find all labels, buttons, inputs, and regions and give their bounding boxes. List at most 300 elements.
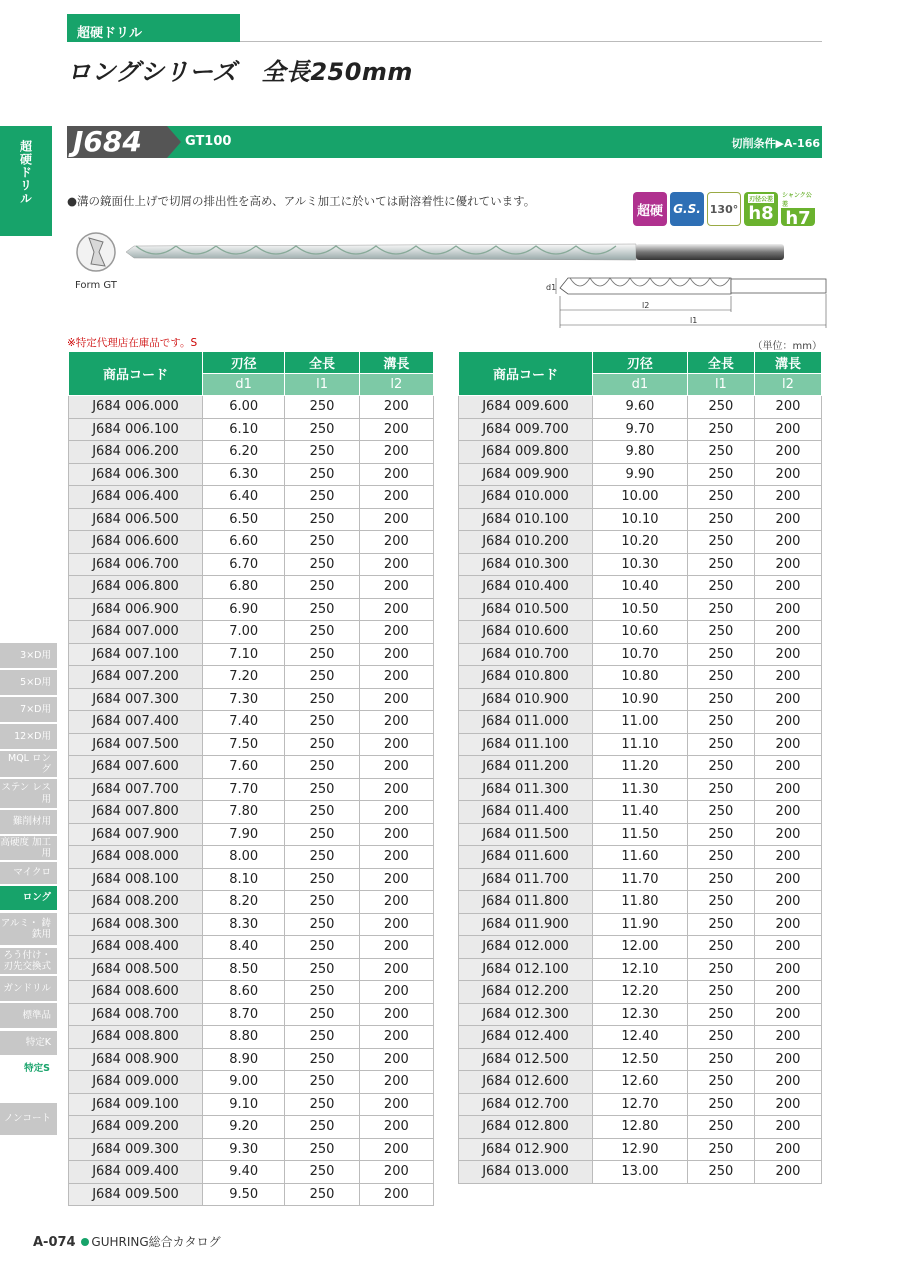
table-row	[69, 981, 434, 1004]
cell-flute: 200	[754, 981, 821, 1004]
cell-flute: 200	[359, 1048, 433, 1071]
cell-code: J684 008.900	[69, 1048, 203, 1071]
cell-length: 250	[285, 958, 359, 981]
cell-flute: 200	[359, 1116, 433, 1139]
cell-diameter: 9.90	[593, 463, 688, 486]
edge-tolerance-value: h8	[748, 203, 774, 224]
col-length-sub: l1	[687, 374, 754, 396]
cell-length: 250	[285, 666, 359, 689]
cell-diameter: 8.30	[203, 913, 285, 936]
cell-code: J684 011.200	[459, 756, 593, 779]
cell-flute: 200	[754, 1071, 821, 1094]
point-angle-badge: 130°	[707, 192, 741, 226]
cell-length: 250	[285, 598, 359, 621]
table-row	[69, 688, 434, 711]
cell-flute: 200	[754, 756, 821, 779]
side-nav-item[interactable]: ステン レス用	[0, 779, 57, 808]
cell-code: J684 012.300	[459, 1003, 593, 1026]
cell-length: 250	[285, 1138, 359, 1161]
table-row	[69, 531, 434, 554]
cell-length: 250	[687, 823, 754, 846]
divider	[240, 41, 822, 42]
cell-diameter: 11.70	[593, 868, 688, 891]
cell-flute: 200	[754, 576, 821, 599]
cell-diameter: 12.20	[593, 981, 688, 1004]
cell-flute: 200	[359, 441, 433, 464]
dim-d1: d1	[546, 283, 557, 292]
cell-code: J684 007.600	[69, 756, 203, 779]
table-row	[69, 643, 434, 666]
side-nav-item[interactable]: ガンドリル	[0, 976, 57, 1001]
cell-length: 250	[285, 643, 359, 666]
cell-length: 250	[687, 1003, 754, 1026]
cell-length: 250	[285, 1183, 359, 1206]
cell-length: 250	[687, 1026, 754, 1049]
cell-length: 250	[285, 1161, 359, 1184]
table-row	[69, 756, 434, 779]
cell-code: J684 012.000	[459, 936, 593, 959]
table-row	[459, 756, 822, 779]
cell-flute: 200	[359, 913, 433, 936]
cell-flute: 200	[754, 1161, 821, 1184]
cutting-conditions-link[interactable]: 切削条件▶A-166	[731, 137, 820, 150]
cell-code: J684 008.100	[69, 868, 203, 891]
cell-length: 250	[687, 801, 754, 824]
table-row	[459, 463, 822, 486]
side-nav-item[interactable]: ノンコート	[0, 1103, 57, 1135]
table-row	[459, 598, 822, 621]
cell-flute: 200	[754, 958, 821, 981]
cell-length: 250	[687, 418, 754, 441]
cell-length: 250	[687, 1138, 754, 1161]
table-row	[459, 508, 822, 531]
cell-code: J684 009.000	[69, 1071, 203, 1094]
cell-diameter: 7.40	[203, 711, 285, 734]
cell-diameter: 8.50	[203, 958, 285, 981]
table-row	[69, 1093, 434, 1116]
table-row	[459, 576, 822, 599]
cell-code: J684 006.600	[69, 531, 203, 554]
cell-diameter: 8.60	[203, 981, 285, 1004]
cell-length: 250	[285, 823, 359, 846]
cell-length: 250	[285, 891, 359, 914]
table-row	[459, 553, 822, 576]
cell-code: J684 006.200	[69, 441, 203, 464]
cell-length: 250	[687, 1116, 754, 1139]
cell-code: J684 010.700	[459, 643, 593, 666]
cell-length: 250	[285, 733, 359, 756]
cell-length: 250	[687, 1161, 754, 1184]
side-nav-item[interactable]: 12×D用	[0, 724, 57, 749]
side-nav-item[interactable]: MQL ロング	[0, 751, 57, 777]
col-length-header: 全長	[687, 352, 754, 374]
table-row	[459, 1161, 822, 1184]
side-nav-item[interactable]: 特定S	[0, 1057, 57, 1081]
col-flute-header: 溝長	[754, 352, 821, 374]
edge-tolerance-label: 刃径公差	[748, 196, 773, 203]
table-row	[69, 463, 434, 486]
cell-diameter: 10.10	[593, 508, 688, 531]
cell-code: J684 006.700	[69, 553, 203, 576]
table-row	[69, 891, 434, 914]
cell-length: 250	[285, 846, 359, 869]
table-row	[69, 1183, 434, 1206]
cell-length: 250	[687, 1048, 754, 1071]
cell-flute: 200	[359, 1003, 433, 1026]
cell-length: 250	[285, 756, 359, 779]
table-row	[69, 666, 434, 689]
table-row	[459, 688, 822, 711]
cell-diameter: 7.10	[203, 643, 285, 666]
cell-flute: 200	[359, 846, 433, 869]
cell-diameter: 6.00	[203, 396, 285, 419]
side-nav-item[interactable]: マイクロ	[0, 862, 57, 884]
cell-diameter: 6.70	[203, 553, 285, 576]
col-length-header: 全長	[285, 352, 359, 374]
cell-code: J684 010.300	[459, 553, 593, 576]
cell-length: 250	[687, 733, 754, 756]
cell-length: 250	[285, 801, 359, 824]
cell-flute: 200	[359, 1026, 433, 1049]
cell-length: 250	[285, 441, 359, 464]
cell-code: J684 011.000	[459, 711, 593, 734]
table-row	[69, 913, 434, 936]
cell-code: J684 011.300	[459, 778, 593, 801]
form-gt-label: Form GT	[75, 280, 117, 291]
col-diameter-sub: d1	[593, 374, 688, 396]
cell-code: J684 012.600	[459, 1071, 593, 1094]
cell-flute: 200	[754, 396, 821, 419]
side-nav-item[interactable]: 標準品	[0, 1003, 57, 1028]
product-description: ●溝の鏡面仕上げで切屑の排出性を高め、アルミ加工に於いては耐溶着性に優れています。	[67, 194, 536, 208]
page-title: ロングシリーズ 全長250mm	[67, 58, 413, 86]
cell-diameter: 7.50	[203, 733, 285, 756]
table-row	[459, 1116, 822, 1139]
cell-diameter: 6.30	[203, 463, 285, 486]
cell-diameter: 6.90	[203, 598, 285, 621]
spec-table-right	[458, 351, 822, 1184]
cell-diameter: 7.30	[203, 688, 285, 711]
spec-badges	[633, 191, 815, 229]
cell-diameter: 7.80	[203, 801, 285, 824]
col-diameter-header: 刃径	[593, 352, 688, 374]
cell-flute: 200	[359, 666, 433, 689]
table-row	[69, 958, 434, 981]
cell-length: 250	[285, 508, 359, 531]
table-row	[69, 936, 434, 959]
cell-length: 250	[687, 576, 754, 599]
cell-flute: 200	[754, 913, 821, 936]
cell-code: J684 009.300	[69, 1138, 203, 1161]
side-nav-item[interactable]: 特定K	[0, 1031, 57, 1055]
table-row	[69, 868, 434, 891]
cell-flute: 200	[754, 666, 821, 689]
cell-flute: 200	[754, 531, 821, 554]
table-row	[459, 1071, 822, 1094]
cell-length: 250	[687, 463, 754, 486]
table-row	[459, 936, 822, 959]
table-row	[69, 1071, 434, 1094]
table-row	[69, 1003, 434, 1026]
cell-code: J684 006.300	[69, 463, 203, 486]
cell-length: 250	[285, 1093, 359, 1116]
side-nav-item[interactable]: 高硬度 加工用	[0, 836, 57, 860]
side-category-tab[interactable]	[0, 126, 52, 236]
dim-l1: l1	[690, 316, 698, 325]
form-gt-icon	[75, 230, 117, 275]
cell-code: J684 008.500	[69, 958, 203, 981]
cell-flute: 200	[359, 396, 433, 419]
cell-flute: 200	[754, 486, 821, 509]
cell-length: 250	[687, 531, 754, 554]
table-row	[69, 508, 434, 531]
cell-diameter: 12.90	[593, 1138, 688, 1161]
cell-diameter: 6.50	[203, 508, 285, 531]
table-row	[459, 1026, 822, 1049]
table-row	[459, 846, 822, 869]
table-row	[459, 981, 822, 1004]
cell-code: J684 009.500	[69, 1183, 203, 1206]
col-flute-sub: l2	[754, 374, 821, 396]
table-row	[459, 486, 822, 509]
table-row	[459, 711, 822, 734]
cell-length: 250	[687, 688, 754, 711]
cell-code: J684 008.800	[69, 1026, 203, 1049]
cell-flute: 200	[754, 868, 821, 891]
cell-diameter: 10.70	[593, 643, 688, 666]
cell-diameter: 11.10	[593, 733, 688, 756]
cell-diameter: 9.40	[203, 1161, 285, 1184]
side-nav-item[interactable]: 難削材用	[0, 810, 57, 834]
cell-code: J684 009.200	[69, 1116, 203, 1139]
catalog-name: GUHRING総合カタログ	[91, 1235, 221, 1249]
cell-code: J684 006.900	[69, 598, 203, 621]
cell-diameter: 9.10	[203, 1093, 285, 1116]
cell-code: J684 009.600	[459, 396, 593, 419]
cell-flute: 200	[359, 958, 433, 981]
cell-diameter: 12.60	[593, 1071, 688, 1094]
side-nav-item[interactable]: アルミ・ 鋳鉄用	[0, 913, 57, 945]
side-nav-item[interactable]: 5×D用	[0, 670, 57, 695]
cell-diameter: 6.10	[203, 418, 285, 441]
table-row	[69, 711, 434, 734]
table-row	[69, 1026, 434, 1049]
cell-diameter: 12.70	[593, 1093, 688, 1116]
cell-flute: 200	[754, 846, 821, 869]
table-row	[459, 868, 822, 891]
cell-code: J684 009.800	[459, 441, 593, 464]
cell-length: 250	[285, 1026, 359, 1049]
cell-flute: 200	[359, 823, 433, 846]
cell-code: J684 007.700	[69, 778, 203, 801]
cell-code: J684 006.000	[69, 396, 203, 419]
cell-code: J684 010.000	[459, 486, 593, 509]
cell-flute: 200	[754, 598, 821, 621]
cell-flute: 200	[754, 1138, 821, 1161]
cell-length: 250	[285, 486, 359, 509]
cell-flute: 200	[359, 418, 433, 441]
cell-length: 250	[285, 778, 359, 801]
cell-flute: 200	[754, 891, 821, 914]
cell-code: J684 011.700	[459, 868, 593, 891]
cell-code: J684 011.100	[459, 733, 593, 756]
cell-length: 250	[687, 396, 754, 419]
table-row	[459, 1093, 822, 1116]
cell-code: J684 007.100	[69, 643, 203, 666]
cell-diameter: 12.80	[593, 1116, 688, 1139]
cell-flute: 200	[754, 643, 821, 666]
cell-code: J684 006.500	[69, 508, 203, 531]
table-row	[459, 666, 822, 689]
cell-diameter: 10.20	[593, 531, 688, 554]
col-diameter-sub: d1	[203, 374, 285, 396]
cell-diameter: 12.50	[593, 1048, 688, 1071]
cell-code: J684 011.500	[459, 823, 593, 846]
cell-diameter: 7.00	[203, 621, 285, 644]
cell-flute: 200	[359, 508, 433, 531]
cell-flute: 200	[754, 1026, 821, 1049]
cell-code: J684 010.200	[459, 531, 593, 554]
cell-diameter: 11.40	[593, 801, 688, 824]
table-row	[459, 418, 822, 441]
col-diameter-header: 刃径	[203, 352, 285, 374]
cell-diameter: 8.80	[203, 1026, 285, 1049]
cell-code: J684 010.100	[459, 508, 593, 531]
cell-diameter: 10.60	[593, 621, 688, 644]
cell-length: 250	[687, 846, 754, 869]
cell-flute: 200	[754, 733, 821, 756]
side-nav-item[interactable]: 7×D用	[0, 697, 57, 722]
table-row	[69, 801, 434, 824]
cell-length: 250	[687, 936, 754, 959]
cell-length: 250	[687, 598, 754, 621]
side-nav-item[interactable]: 3×D用	[0, 643, 57, 668]
cell-code: J684 010.900	[459, 688, 593, 711]
cell-flute: 200	[754, 936, 821, 959]
unit-label: （単位：mm）	[752, 341, 822, 352]
cell-diameter: 11.00	[593, 711, 688, 734]
cell-diameter: 7.70	[203, 778, 285, 801]
table-row	[69, 598, 434, 621]
cell-flute: 200	[359, 756, 433, 779]
cell-code: J684 010.600	[459, 621, 593, 644]
carbide-badge: 超硬	[633, 192, 667, 226]
cell-diameter: 8.40	[203, 936, 285, 959]
cell-diameter: 9.70	[593, 418, 688, 441]
cell-diameter: 8.90	[203, 1048, 285, 1071]
cell-diameter: 11.80	[593, 891, 688, 914]
cell-code: J684 010.500	[459, 598, 593, 621]
cell-length: 250	[687, 711, 754, 734]
cell-length: 250	[687, 1093, 754, 1116]
cell-code: J684 010.400	[459, 576, 593, 599]
cell-code: J684 012.700	[459, 1093, 593, 1116]
cell-diameter: 9.30	[203, 1138, 285, 1161]
cell-flute: 200	[754, 621, 821, 644]
cell-diameter: 9.60	[593, 396, 688, 419]
cell-flute: 200	[754, 688, 821, 711]
cell-diameter: 11.30	[593, 778, 688, 801]
side-nav-item[interactable]: ろう付け・ 刃先交換式	[0, 948, 57, 974]
cell-diameter: 10.80	[593, 666, 688, 689]
table-row	[69, 553, 434, 576]
table-row	[69, 823, 434, 846]
dim-l2: l2	[642, 301, 650, 310]
cell-length: 250	[687, 508, 754, 531]
table-row	[69, 1116, 434, 1139]
cell-length: 250	[285, 531, 359, 554]
cell-length: 250	[687, 486, 754, 509]
cell-diameter: 7.60	[203, 756, 285, 779]
cell-flute: 200	[359, 981, 433, 1004]
table-row	[459, 1048, 822, 1071]
cell-length: 250	[687, 441, 754, 464]
cell-length: 250	[285, 463, 359, 486]
cell-length: 250	[285, 418, 359, 441]
cell-diameter: 12.40	[593, 1026, 688, 1049]
cell-code: J684 011.600	[459, 846, 593, 869]
cell-code: J684 012.800	[459, 1116, 593, 1139]
col-code-header: 商品コード	[69, 352, 203, 396]
cell-diameter: 10.40	[593, 576, 688, 599]
cell-diameter: 10.90	[593, 688, 688, 711]
shank-tolerance-label: シャンク公差	[781, 190, 815, 208]
table-row	[69, 846, 434, 869]
table-row	[459, 733, 822, 756]
table-row	[69, 441, 434, 464]
cell-diameter: 12.10	[593, 958, 688, 981]
cell-flute: 200	[359, 486, 433, 509]
cell-diameter: 6.20	[203, 441, 285, 464]
cell-flute: 200	[754, 463, 821, 486]
cell-flute: 200	[359, 553, 433, 576]
cell-flute: 200	[359, 801, 433, 824]
cell-code: J684 007.200	[69, 666, 203, 689]
cell-length: 250	[687, 553, 754, 576]
cell-length: 250	[687, 643, 754, 666]
cell-code: J684 008.200	[69, 891, 203, 914]
table-row	[459, 823, 822, 846]
table-row	[459, 891, 822, 914]
cell-length: 250	[687, 1071, 754, 1094]
cell-flute: 200	[754, 1093, 821, 1116]
page-number: A-074	[33, 1235, 76, 1250]
cell-code: J684 010.800	[459, 666, 593, 689]
stock-note: ※特定代理店在庫品です。S	[67, 337, 198, 349]
cell-flute: 200	[754, 418, 821, 441]
side-nav-item[interactable]: ロング	[0, 886, 57, 910]
cell-flute: 200	[359, 891, 433, 914]
cell-flute: 200	[754, 801, 821, 824]
gs-badge: G.S.	[670, 192, 704, 226]
table-row	[69, 418, 434, 441]
category-tag: 超硬ドリル	[67, 14, 240, 42]
cell-diameter: 12.30	[593, 1003, 688, 1026]
cell-flute: 200	[754, 1048, 821, 1071]
cell-code: J684 013.000	[459, 1161, 593, 1184]
cell-code: J684 008.300	[69, 913, 203, 936]
cell-diameter: 8.00	[203, 846, 285, 869]
product-series: GT100	[185, 134, 232, 149]
table-row	[69, 778, 434, 801]
cell-flute: 200	[754, 711, 821, 734]
cell-code: J684 009.100	[69, 1093, 203, 1116]
table-row	[459, 643, 822, 666]
table-row	[459, 531, 822, 554]
cell-code: J684 009.900	[459, 463, 593, 486]
cell-diameter: 7.20	[203, 666, 285, 689]
page-footer	[33, 1233, 221, 1250]
